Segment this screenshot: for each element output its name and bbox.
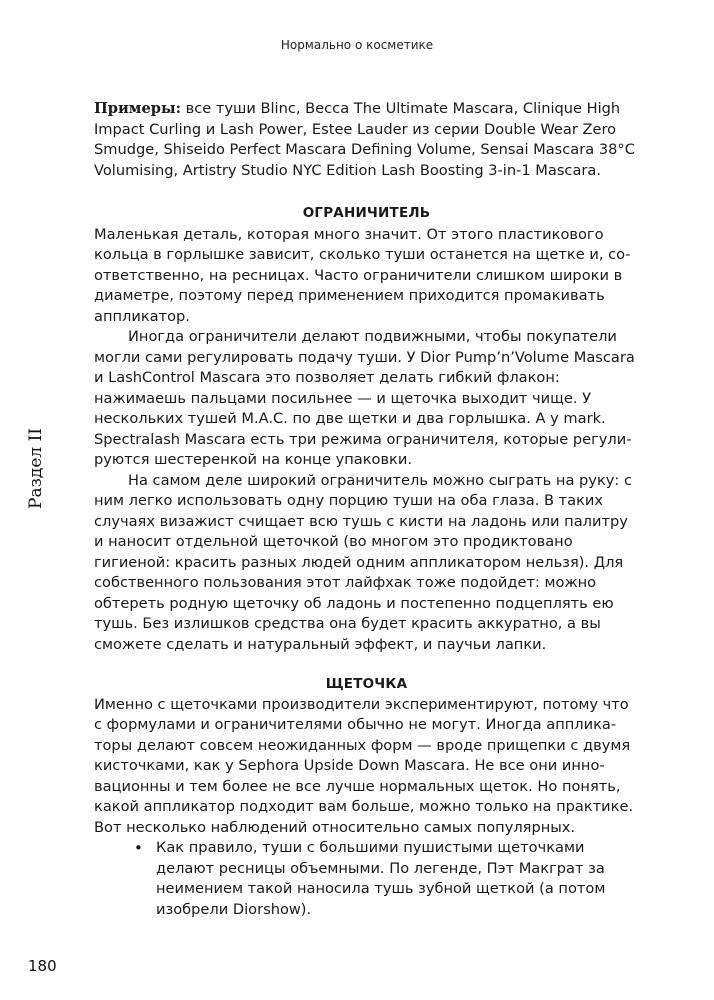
section-label: Раздел II [26, 427, 46, 509]
limiter-paragraph: Иногда ограничители делают подвижными, чтобы покупатели могли сами регулировать подачу туши. У Dior Pump’n’Volume Mascara и LashControl Mascara это позволяет делать гибкий флакон: нажимаешь пальцами посильнее — и щеточка выходит чище. У нескольких тушей M.A.C. по две щетки и два горлышка. А у mark. Spectralash Mascara есть три режима ограничителя, которые регулируются шестеренкой на конце упаковки. [94, 328, 635, 468]
examples-paragraph [94, 99, 639, 181]
heading-limiter: ОГРАНИЧИТЕЛЬ [302, 205, 431, 221]
page-number: 180 [28, 957, 57, 975]
examples-text: все туши Blinc, Becca The Ultimate Mascara, Clinique High Impact Curling и Lash Power, Estee Lauder из серии Double Wear Zero Smudge, Shiseido Perfect Mascara Defining Volume, Sensai Mascara 38°C Volumising, Artistry Studio NYC Edition Lash Boosting 3-in-1 Mascara. [94, 100, 635, 179]
running-title: Нормально о косметике [280, 38, 434, 52]
examples-label: Примеры: [94, 100, 181, 117]
brush-paragraph: Именно с щеточками производители экспериментируют, потому что с формулами и ограничителями обычно не могут. Иногда аппликаторы делают совсем неожиданных форм — вроде прищепки с двумя кисточками, как у Sephora Upside Down Mascara. Не все они инновационны и тем более не все лучше нормальных щеток. Но понять, какой аппликатор подходит вам больше, можно только на практике. Вот несколько наблюдений относительно самых популярных. [94, 695, 634, 836]
heading-brush: ЩЕТОЧКА [325, 676, 408, 692]
brush-bullet-list [94, 838, 639, 920]
bullet-icon: • [134, 839, 143, 857]
limiter-paragraph: Маленькая деталь, которая много значит. От этого пластикового кольца в горлышке зависит, сколько туши останется на щетке и, соответственно, на ресницах. Часто ограничители слишком широки в диаметре, поэтому перед применением приходится промакивать аппликатор. [94, 225, 631, 325]
page-content [94, 99, 639, 920]
list-item [134, 838, 639, 920]
list-item-text: Как правило, туши с большими пушистыми щеточками делают ресницы объемными. По легенде, Пэт Макграт за неимением такой наносила тушь зубной щеткой (а потом изобрели Diorshow). [156, 839, 606, 918]
limiter-paragraph: На самом деле широкий ограничитель можно сыграть на руку: с ним легко использовать одну порцию туши на оба глаза. В таких случаях визажист счищает всю тушь с кисти на ладонь или палитру и наносит отдельной щеточкой (во многом это продиктовано гигиеной: красить разных людей одним аппликатором нельзя). Для собственного пользования этот лайфхак тоже подойдет: можно обтереть родную щеточку об ладонь и постепенно подцеплять ею тушь. Без излишков средства она будет красить аккуратно, а вы сможете сделать и натуральный эффект, и паучьи лапки. [94, 471, 632, 653]
